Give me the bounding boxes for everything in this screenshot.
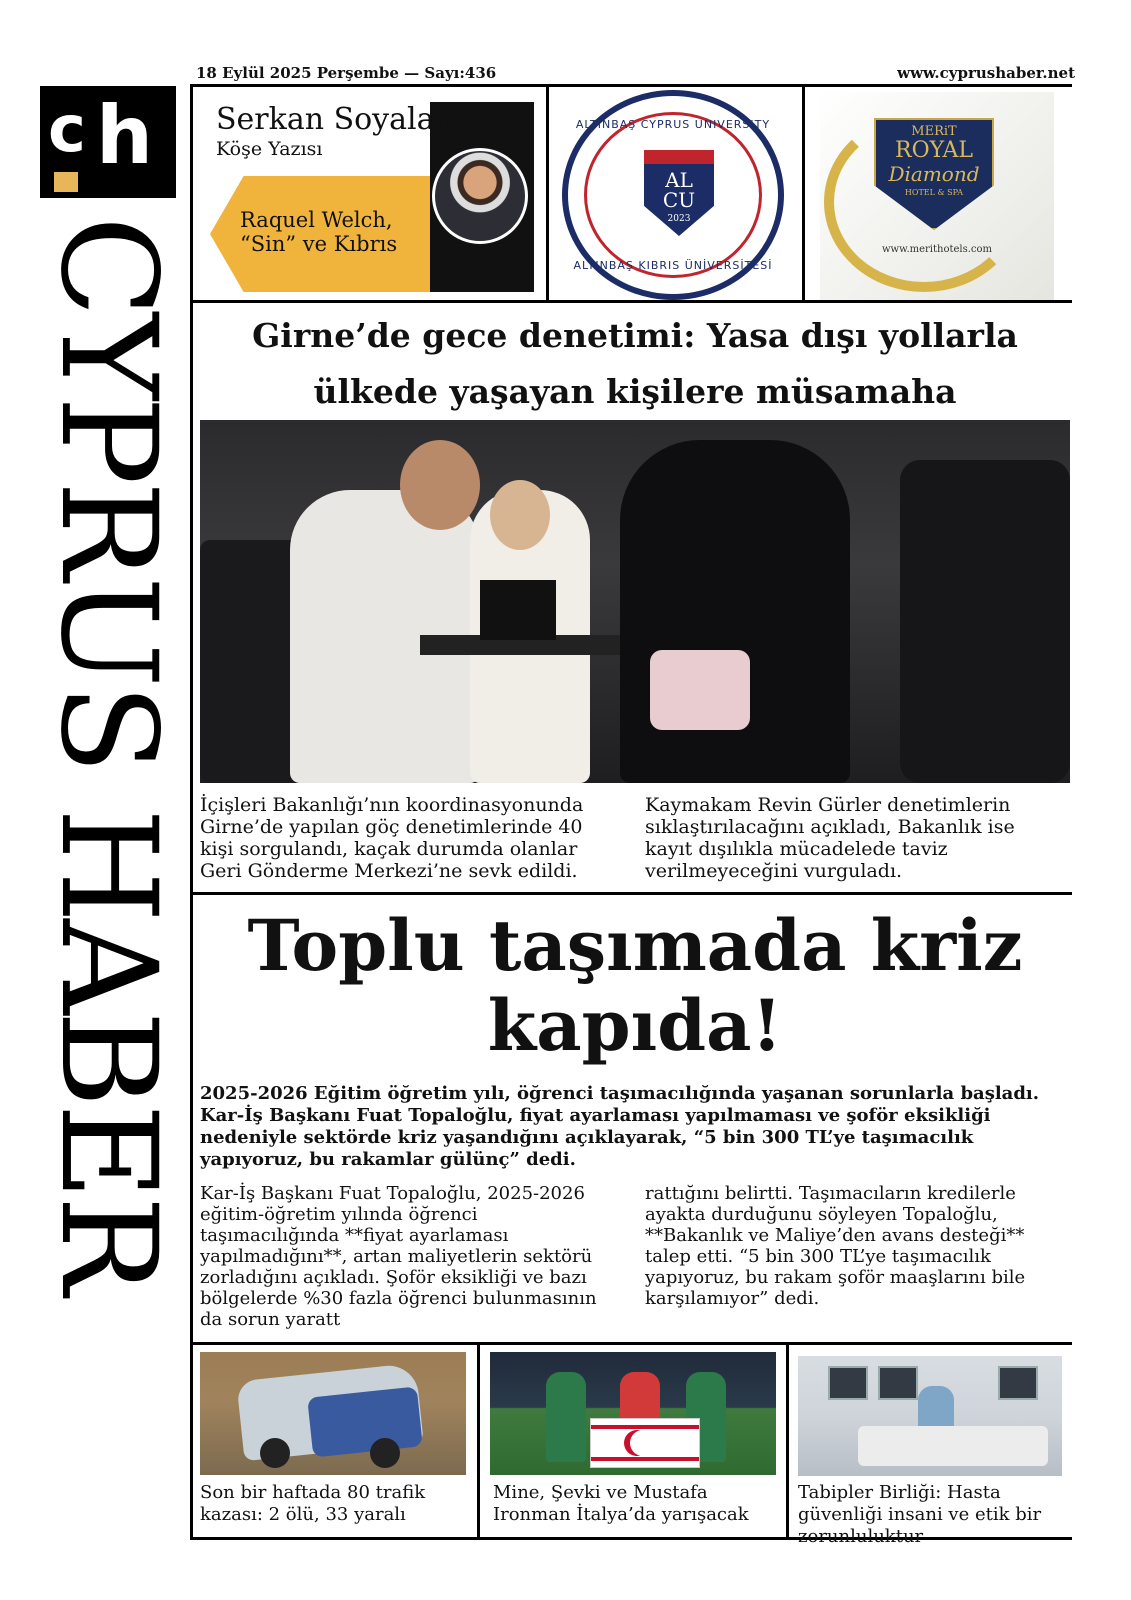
rule-bottom-top [190, 1342, 1072, 1345]
monitor-1 [828, 1366, 868, 1400]
hotel-brand-line3: Diamond [888, 162, 980, 186]
story1-headline[interactable]: Girne’de gece denetimi: Yasa dışı yollarla ülkede yaşayan kişilere müsamaha [252, 316, 1018, 411]
hotel-ad[interactable] [820, 92, 1054, 300]
photo-tablet [480, 580, 556, 640]
story2-lead: 2025-2026 Eğitim öğretim yılı, öğrenci taşımacılığında yaşanan sorunlarla başladı. Kar-İş Başkanı Fuat Topaloğlu, fiyat ayarlaması yapılmaması ve şoför eksikliği nedeniyle sektörde kriz yaşandığını açıklayarak, “5 bin 300 TL’ye taşımacılık yapıyoruz, bu rakamlar gülünç” dedi. [200, 1083, 1040, 1170]
site-url-link[interactable]: www.cyprushaber.net [897, 64, 1075, 82]
ch-logo[interactable] [40, 86, 176, 198]
monogram-line1: AL [665, 168, 693, 192]
hotel-brand-line2: ROYAL [895, 138, 973, 163]
photo-bag [650, 650, 750, 730]
rule-ads-divider-2 [802, 84, 805, 302]
column-kind: Köşe Yazısı [216, 138, 323, 160]
rule-ads-bottom [190, 300, 1072, 303]
story2-headline[interactable] [200, 906, 1070, 1066]
story1-caption-left: İçişleri Bakanlığı’nın koordinasyonunda Girne’de yapılan göç denetimlerinde 40 kişi sorgulandı, kaçak durumda olanlar Geri Gönderme Merkezi’ne sevk edildi. [200, 794, 584, 882]
university-seal [562, 90, 784, 300]
thumb-traffic-accident[interactable] [200, 1352, 466, 1475]
athlete-1 [546, 1372, 586, 1462]
author-photo [432, 148, 528, 244]
rule-bottom-divider-2 [786, 1342, 789, 1540]
masthead [31, 86, 185, 1556]
bottom-caption-3[interactable]: Tabipler Birliği: Hasta güvenliği insani ve etik bir zorunluluktur [798, 1482, 1042, 1547]
seal-text-top: ALTINBAŞ CYPRUS UNIVERSITY [575, 118, 771, 131]
shield-monogram [644, 170, 714, 210]
story1-photo[interactable] [200, 420, 1070, 783]
story2-body-left: Kar-İş Başkanı Fuat Topaloğlu, 2025-2026 eğitim-öğretim yılında öğrenci taşımacılığında **fiyat ayarlaması yapılmadığını**, artan maliyetlerin sektörü zorladığını açıkladı. Şoför eksikliği ve bazı bölgelerde %30 fazla öğrenci bulunmasının da sorun yaratt [200, 1183, 597, 1330]
logo-letter-c: c [48, 93, 86, 167]
rule-ads-divider-1 [546, 84, 549, 302]
column-title [240, 208, 397, 256]
hotel-brand-line4: HOTEL & SPA [904, 188, 964, 197]
hotel-url: www.merithotels.com [881, 244, 993, 255]
column-ad[interactable] [200, 96, 540, 296]
bottom-caption-1[interactable]: Son bir haftada 80 trafik kazası: 2 ölü, 33 yaralı [200, 1482, 426, 1525]
photo-seat-right [900, 460, 1070, 783]
logo-letter-h: h [96, 89, 153, 182]
masthead-title: CYPRUS HABER [31, 216, 185, 1292]
shield-top-band [644, 150, 714, 164]
hotel-brand-line1: MERiT [911, 124, 957, 139]
story2-body-right: rattığını belirtti. Taşımacıların kredilerle ayakta durduğunu söyleyen Topaloğlu, **Bakanlık ve Maliye’den avans desteği** talep etti. “5 bin 300 TL’ye taşımacılık yapıyoruz, bu rakam şoför maaşlarını bile karşılamıyor” dedi. [645, 1183, 1026, 1309]
story1-caption-right: Kaymakam Revin Gürler denetimlerin sıklaştırılacağını açıkladı, Bakanlık ise kayıt dışılıkla mücadelede taviz verilmeyeceğini vurguladı. [645, 794, 1015, 882]
column-title-line1: Raquel Welch, [240, 208, 393, 232]
rule-story-divider [190, 892, 1072, 895]
rule-bottom-divider-1 [477, 1342, 480, 1540]
hospital-bed [858, 1426, 1048, 1466]
monitor-2 [878, 1366, 918, 1400]
seal-text-bottom: ALTINBAŞ KIBRIS ÜNİVERSİTESİ [573, 259, 773, 272]
story2-headline-line1: Toplu taşımada kriz [247, 904, 1023, 987]
car-wheel-rear [370, 1438, 400, 1468]
rule-top [190, 84, 1072, 87]
photo-woman-head [490, 480, 550, 550]
bottom-caption-2[interactable]: Mine, Şevki ve Mustafa Ironman İtalya’da yarışacak [493, 1482, 749, 1525]
logo-accent [54, 172, 78, 192]
university-ad[interactable] [556, 90, 796, 300]
story2-headline-line2: kapıda! [487, 984, 783, 1067]
issue-date-line: 18 Eylül 2025 Perşembe — Sayı:436 [196, 64, 497, 82]
car-wheel-front [260, 1438, 290, 1468]
thumb-hospital-icu[interactable] [798, 1356, 1062, 1476]
crescent-icon [630, 1430, 656, 1456]
monitor-3 [998, 1366, 1038, 1400]
monogram-line2: CU [662, 188, 696, 212]
photo-man-head [400, 440, 480, 530]
thumb-ironman-athletes[interactable] [490, 1352, 776, 1475]
column-title-line2: “Sin” ve Kıbrıs [240, 232, 398, 256]
wrecked-car-hood [307, 1386, 423, 1457]
photo-person [620, 440, 850, 783]
shield-year: 2023 [667, 214, 691, 224]
column-author: Serkan Soyalan [216, 102, 454, 137]
